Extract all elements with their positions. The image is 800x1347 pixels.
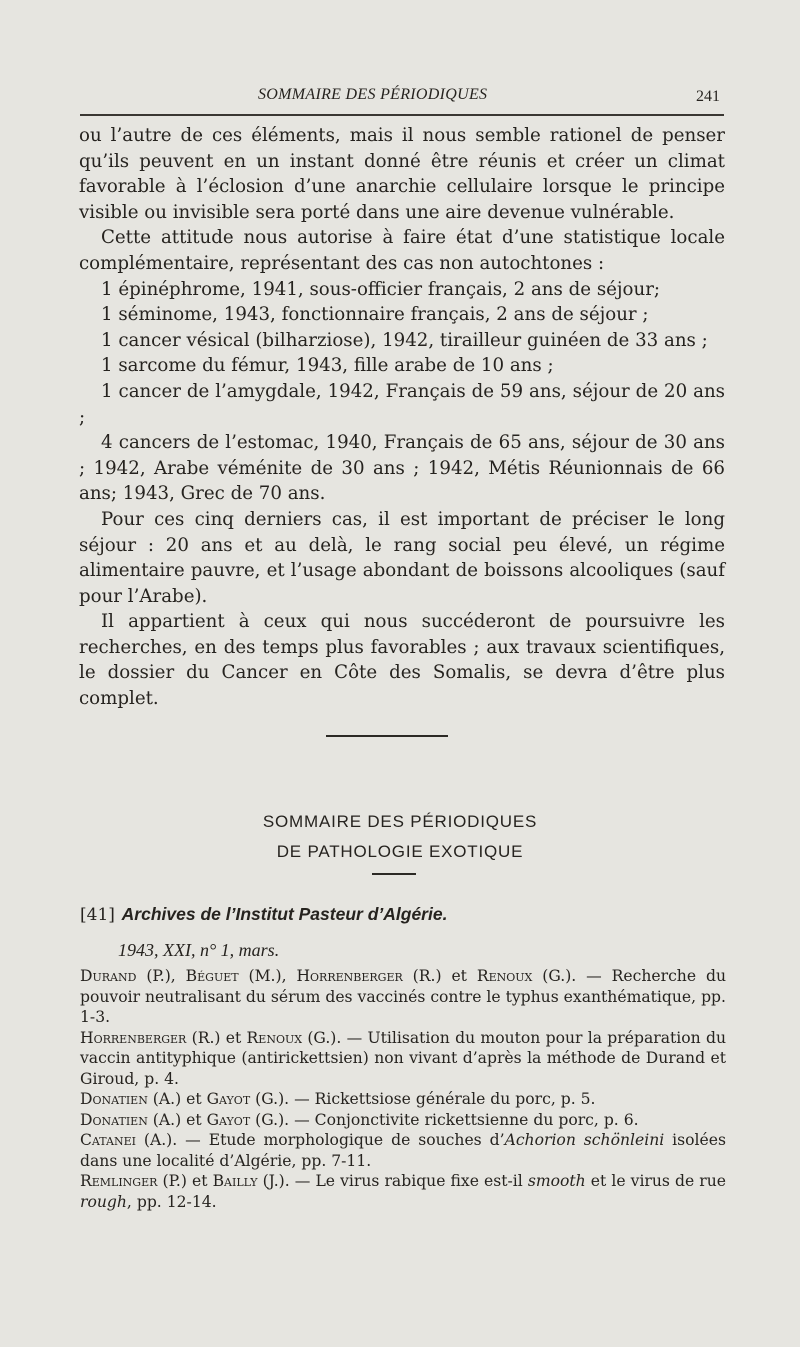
author-name: Renoux bbox=[246, 1028, 303, 1047]
author-initials: (A.) et bbox=[147, 1090, 207, 1108]
author-name: Catanei bbox=[80, 1131, 136, 1149]
list-item: 1 cancer de l’amygdale, 1942, Français de 59 ans, séjour de 20 ans ; bbox=[79, 380, 725, 428]
list-item: 4 cancers de l’estomac, 1940, Français de 65 ans, séjour de 30 ans ; 1942, Arabe véménite de 30 ans ; 1942, Métis Réunionnais de 66 ans; 1943, Grec de 70 ans. bbox=[79, 432, 725, 505]
journal-title: Archives de l’Institut Pasteur d’Algérie. bbox=[121, 904, 448, 924]
reference-list bbox=[80, 966, 726, 1212]
section-title-line-1: SOMMAIRE DES PÉRIODIQUES bbox=[262, 812, 538, 831]
paragraph-2: Cette attitude nous autorise à faire état d’une statistique locale complémentaire, représentant des cas non autochtones : bbox=[79, 227, 725, 274]
reference-text: — Recherche du pouvoir neutralisant du sérum des vaccinés contre le typhus exanthématique, pp. 1-3. bbox=[80, 967, 726, 1026]
author-initials: (J.). bbox=[257, 1172, 290, 1190]
running-header bbox=[80, 86, 728, 110]
author-initials: (G.). bbox=[302, 1028, 342, 1047]
reference-text: , pp. 12-14. bbox=[126, 1192, 217, 1211]
reference-italic: rough bbox=[80, 1192, 127, 1211]
author-name: Donatien bbox=[80, 1090, 148, 1108]
reference-entry bbox=[80, 1028, 726, 1090]
running-title: SOMMAIRE DES PÉRIODIQUES bbox=[258, 86, 488, 103]
author-initials: (P.) et bbox=[157, 1172, 213, 1190]
section-separator bbox=[326, 735, 448, 737]
reference-entry bbox=[80, 1110, 726, 1131]
paragraph-1: ou l’autre de ces éléments, mais il nous semble rationel de penser qu’ils peuvent en un instant donné être réunis et créer un climat favorable à l’éclosion d’une anarchie cellulaire lorsque le principe visible ou invisible sera porté dans une aire devenue vulnérable. bbox=[79, 125, 725, 223]
reference-entry bbox=[80, 1089, 726, 1110]
author-name: Horrenberger bbox=[80, 1028, 187, 1047]
author-initials: (G.). bbox=[250, 1090, 290, 1108]
header-rule bbox=[80, 114, 724, 116]
reference-entry bbox=[80, 1130, 726, 1171]
author-name: Remlinger bbox=[80, 1172, 158, 1190]
paragraph-3: Pour ces cinq derniers cas, il est important de préciser le long séjour : 20 ans et au delà, le rang social peu élevé, un régime alimentaire pauvre, et l’usage abondant de boissons alcooliques (sauf pour l’Arabe). bbox=[79, 508, 725, 607]
author-name: Béguet bbox=[185, 967, 239, 985]
reference-italic: smooth bbox=[527, 1172, 586, 1190]
reference-entry bbox=[80, 966, 726, 1028]
paragraph-4: Il appartient à ceux qui nous succéderont de poursuivre les recherches, en des temps plus favorables ; aux travaux scientifiques, le dossier du Cancer en Côte des Somalis, se devra d’être plus complet. bbox=[79, 611, 725, 710]
author-name: Gayot bbox=[206, 1110, 251, 1129]
page-number: 241 bbox=[696, 88, 720, 105]
section-title-line-2: DE PATHOLOGIE EXOTIQUE bbox=[276, 842, 524, 861]
reference-entry bbox=[80, 1171, 726, 1212]
author-initials: (G.). bbox=[532, 967, 577, 985]
body-text bbox=[79, 123, 725, 712]
list-item: 1 séminome, 1943, fonctionnaire français, 2 ans de séjour ; bbox=[101, 304, 649, 326]
reference-text: et le virus de rue bbox=[585, 1172, 727, 1190]
list-item: 1 sarcome du fémur, 1943, fille arabe de 10 ans ; bbox=[101, 355, 554, 377]
author-initials: (G.). bbox=[250, 1110, 290, 1129]
author-initials: (R.) et bbox=[402, 967, 477, 985]
list-item: 1 cancer vésical (bilharziose), 1942, tirailleur guinéen de 33 ans ; bbox=[101, 329, 708, 351]
author-initials: (A.). bbox=[135, 1131, 178, 1149]
section-title-rule bbox=[372, 873, 416, 875]
journal-heading bbox=[80, 904, 726, 926]
author-name: Bailly bbox=[212, 1172, 258, 1190]
author-initials: (R.) et bbox=[186, 1028, 247, 1047]
reference-text: — Etude morphologique de souches d’ bbox=[177, 1131, 505, 1149]
author-initials: (A.) et bbox=[147, 1110, 207, 1129]
author-name: Durand bbox=[80, 967, 137, 985]
author-name: Gayot bbox=[206, 1090, 251, 1108]
author-initials: (M.), bbox=[238, 967, 297, 985]
reference-text: — Rickettsiose générale du porc, p. 5. bbox=[289, 1090, 596, 1108]
reference-text: — Conjonctivite rickettsienne du porc, p. 6. bbox=[289, 1110, 639, 1129]
reference-text: — Le virus rabique fixe est-il bbox=[289, 1172, 528, 1190]
journal-number: [41] bbox=[80, 905, 115, 925]
reference-text: isolées dans une localité d’Algérie, pp. 7-11. bbox=[80, 1131, 727, 1170]
author-name: Donatien bbox=[80, 1110, 148, 1129]
author-initials: (P.), bbox=[136, 967, 186, 985]
reference-italic: Achorion schönleini bbox=[504, 1131, 665, 1149]
list-item: 1 épinéphrome, 1941, sous-officier français, 2 ans de séjour; bbox=[101, 278, 661, 300]
author-name: Horrenberger bbox=[296, 967, 403, 985]
reference-text: — Utilisation du mouton pour la préparation du vaccin antityphique (antirickettsien) non vivant d’après la méthode de Durand et Giroud, p. 4. bbox=[80, 1028, 726, 1088]
journal-issue: 1943, XXI, n° 1, mars. bbox=[118, 940, 280, 960]
author-name: Renoux bbox=[476, 967, 533, 985]
